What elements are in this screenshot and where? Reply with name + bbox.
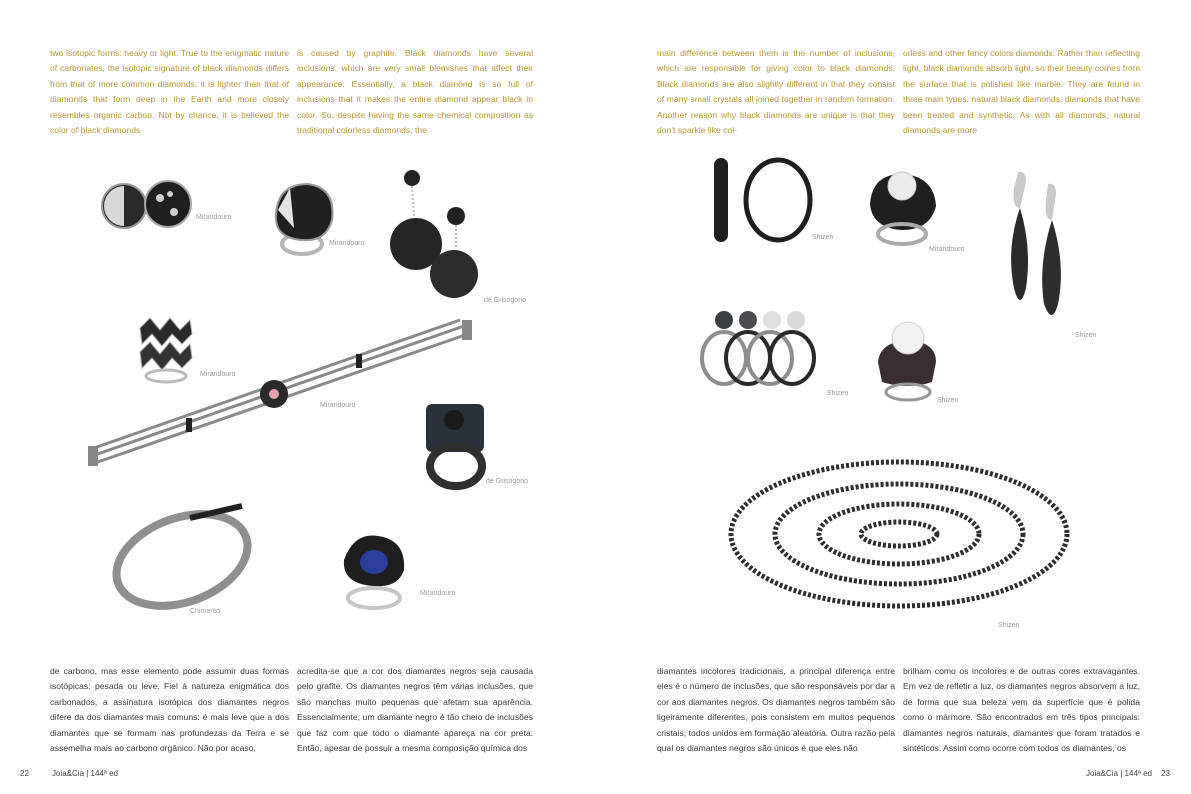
credit-zigzag-ring: Mirandouro: [200, 371, 236, 378]
stack-rings-image: [696, 306, 820, 394]
credit-pearl-ring: Mirandouro: [929, 246, 965, 253]
right-magazine-name: Joia&Cia | 144ª ed: [1086, 769, 1152, 778]
credit-bangle: Chimento: [190, 608, 220, 615]
drop-earrings-image: [390, 164, 482, 302]
credit-sapphire-ring: Mirandouro: [420, 590, 456, 597]
credit-square-ring: de Grisogono: [486, 478, 529, 485]
sapphire-ring-image: [334, 530, 414, 614]
credit-bracelet: Mirandouro: [320, 402, 356, 409]
portuguese-column-3: diamantes incolores tradicionais, a principal diferença entre eles é o número de inclusões, que são responsáveis por dar a cor aos diamantes negros. Os diamantes negros também são ligeiramente diferentes, pois consistem em muitos pequenos cristais, todos unidos em formação aleatória. Outra razão pela qual os diamantes negros são únicos é que eles não: [657, 666, 895, 754]
english-column-4: orless and other fancy colors diamonds. Rather than reflecting light, black diamonds absorb light, so their beauty comes from the surface that is polished like marble. They are found in three main types: natural black diamonds, diamonds that have been treated and synthetic. As with all diamonds, natural diamonds are more: [903, 48, 1140, 136]
left-page-number: 22: [20, 769, 29, 778]
credit-drop-earrings: de Grisogono: [484, 297, 527, 304]
credit-necklace: Shizen: [998, 622, 1020, 629]
credit-long-earrings: Shizen: [1075, 332, 1097, 339]
long-earrings-image: [1004, 168, 1068, 328]
credit-earrings: Mirandouro: [196, 214, 232, 221]
square-ring-image: [416, 396, 496, 490]
pearl-ring-image: [864, 164, 942, 248]
pearl-cocktail-ring-image: [874, 318, 940, 404]
credit-stack-rings: Shizen: [827, 390, 849, 397]
necklace-image: [726, 456, 1072, 612]
portuguese-column-2: acredita-se que a cor dos diamantes negros seja causada pelo grafite. Os diamantes negros têm várias inclusões, que são manchas muito pequenas que afetam sua aparência. Essencialmente, um diamante negro é tão cheio de inclusões que faz com que todo o diamante apareça na cor preta. Então, apesar de possuir a mesma composição química dos: [297, 666, 533, 754]
credit-ring-top: Mirandouro: [329, 240, 365, 247]
credit-pearl-cocktail: Shizen: [937, 397, 959, 404]
left-magazine-name: Joia&Cia | 144ª ed: [52, 769, 118, 778]
english-column-1: two isotopic forms: heavy or light. True to the enigmatic nature of carbonates, the isotopic signature of black diamonds differs from that of more common diamonds: it is lighter than that of diamonds that form deep in the Earth and more closely resembles organic carbon. Not by chance, it is believed the color of black diamonds: [50, 48, 289, 136]
english-column-2: is caused by graphite. Black diamonds have several inclusions, which are very small blemishes that affect their appearance. Essentially, a black diamond is so full of inclusions that it makes the entire diamond appear black in color. So, despite having the same chemical composition as traditional colorless diamonds, the: [297, 48, 533, 136]
english-column-3: main difference between them is the number of inclusions, which are responsible for giving color to black diamonds. Black diamonds are also slightly different in that they consist of many small crystals all joined together in random formation. Another reason why black diamonds are unique is that they don't sparkle like col-: [657, 48, 895, 136]
credit-hoops: Shizen: [812, 234, 834, 241]
right-page-number: 23: [1161, 769, 1170, 778]
portuguese-column-1: de carbono, mas esse elemento pode assumir duas formas isotópicas: pesada ou leve. Fiel à natureza enigmática dos carbonados, a assinatura isotópica dos diamantes negros difere da dos diamantes mais comuns: é mais leve que a dos diamantes que se formam nas profundezas da Terra e se assemelha mais ao carbono orgânico. Não por acaso,: [50, 666, 289, 754]
hoop-earrings-image: [708, 154, 816, 246]
bangle-image: [106, 500, 256, 612]
earrings-image: [98, 176, 194, 234]
portuguese-column-4: brilham como os incolores e de outras cores extravagantes. Em vez de refletir a luz, os diamantes negros absorvem a luz, de forma que sua beleza vem da superfície que é polida como o mármore. São encontrados em três tipos principais: diamantes negros naturais, diamantes que foram tratados e sintéticos. Assim como ocorre com todos os diamantes, os: [903, 666, 1140, 754]
